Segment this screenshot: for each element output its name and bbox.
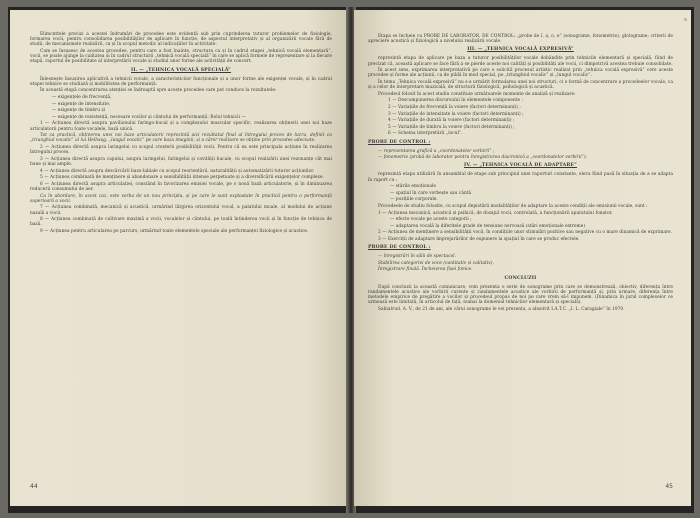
list-item: Tot ca practică, obținerea unei noi baze articulatorii reprezintă aici rezultatul final al întregului proces de lucru, definit ca „triunghiul vocalic” al lui Hellwag, „lungul vocalic” pe care baza imaginii, și a căror realizare se obține prin procedee adecvate. (30, 133, 332, 144)
list-item: 8 — Acțiunea combinată de cultivare maximă a vocii, vocalelor și cântului, pe toată întinderea vocii și în funcție de tehnica de bază. (30, 217, 332, 228)
list-item: — spațiul în care vorbește sau cântă (390, 190, 472, 196)
list-item: 4 — Acțiunea directă asupra descărcării bazo-labiale cu scopul reorientării, naturalității și automatizării tuturor acțiunilor. (40, 168, 315, 174)
paragraph: Procedeele de studiu folosite, cu scopul depistării modalităților de adaptare la aceste condiții ale emisiunii vocale, sunt : (378, 203, 648, 209)
list-item: — înregistrări în sălii de spectacol. (378, 254, 457, 260)
list-item: — pozițiile corporale. (390, 197, 438, 203)
list-item: — stările emoționale (390, 184, 437, 190)
left-page-text (30, 32, 332, 236)
page-number: 44 (30, 483, 38, 490)
list-item: 1 — Acțiunea directă asupra pavilionului faringo-bucal și a complexului muscular specific, realizarea obținerii unei noi baze articulatorii pentru toate vocalele, bază unică. (30, 121, 332, 132)
paragraph: reprezintă etapa de aplicare pe baza a tuturor posibilităților vocale dobândite prin tehnicile elementară și specială, fiind de precizat că, această aplicare se face fără a se pierde aceste noi calități și posibilități ale vocii, ci dimpotrivă acestea trebuie consolidate. (368, 56, 673, 67)
paragraph: În tema „Tehnica vocală expresivă” nu s-a urmărit formularea unei noi structuri, ci o formă de concentrare a procedeelor vocale, ca și a celor de interpretare muzicală, de structură fiziologică, psihologică și acustică. (368, 80, 673, 91)
list-item: 6 — Schema interpretării „locul”. (388, 131, 463, 137)
control-heading: PROBE DE CONTROL : (368, 245, 431, 251)
paragraph: Sabiatrud, A. V., de 21 de ani, ale cărui sonograme le vei prezenta, a absolvit I.A.T.C. „I. L. Caragiale” în 1970. (378, 306, 625, 312)
paragraph: reprezintă etapa utilizării în ansamblul de etape sub principiul unei raporturi constante, eleva fiind pusă în situația de a se adapta în raport cu : (368, 172, 673, 183)
paragraph: Etapa se încheie cu PROBE DE LABORATOR, DE CONTROL: „probe de î, a, o, e” (sonograme, fonometrie), glotograme; criterii de apreciere acustică și fiziologică a nivelului realizării vocale. (368, 34, 673, 45)
section-heading: IV. — „TEHNICA VOCALĂ DE ADAPTARE” (463, 163, 578, 169)
list-item: 3 — Exerciții de adaptare împrejurărilor de expunere la spațiul în care se produc efectele. (378, 236, 580, 242)
paragraph: În această etapă concentrarea atenției se îndreaptă spre aceste procedee care pot conduce la rezultatele: (40, 88, 277, 94)
list-item: 5 — Variațiile de timbru la voiere (factori determinanți) ; (388, 124, 515, 130)
section-heading: III. — „TEHNICA VOCALĂ EXPRESIVĂ” (467, 47, 574, 53)
list-item: 6 — Acțiunea directă asupra articulației, constând în favorizarea emisiei vocale, pe o nouă bază articulatorie, și în diminuarea reducerii consumului de aer. (30, 181, 332, 192)
list-item: — adaptarea vocală la diferitele grade de tensiune nervoasă (stări emoționale extreme) (390, 223, 586, 229)
page-number: 45 (665, 483, 673, 490)
list-item: 2 — Acțiunea de menținere a sensibilității vocii, în condițiile unor stimulări pozitive sau negative cu o mare dinamică de exprimare. (378, 230, 673, 236)
control-heading: PROBE DE CONTROL : (368, 139, 431, 145)
section-heading: II. — „TEHNICA VOCALĂ SPECIALĂ” (131, 67, 231, 73)
list-item: — exigențe de rezistență, necesare vocilor și cântului de performanță. Rolul tehnicii — (52, 114, 246, 120)
paragraph: În acest sens, exprimarea interpretativă pe care o solicită procesul artistic realizat prin „tehnica vocală expresivă” cere aceste procedee și forme ale acțiunii, ca de pildă în mod special, pe „triunghiul vocalic” și „lungul vocalic”. (368, 68, 673, 79)
list-item: 2 — Acțiunea directă asupra laringelui cu scopul creșterii posibilității vocii. Pentru că ea este principala acțiune în realizarea întregului proces. (30, 144, 332, 156)
paragraph: Elimcnttele precizi a acestei îndrumări de procedee este evidentă sub prin cuprinderea tuturor problemelor de fiziologie, formarea vocii, pentru consolidarea posibilităților de aplicare în funcție, de aspectul interpretativ și al organizării vocale fără de studii, de mecanismele realizării, ca și în scopul metodic al indicațiilor în activitate. (30, 32, 332, 48)
list-item: — exigențe de timbru și (52, 108, 106, 114)
page-corner-mark (684, 18, 687, 21)
list-item: 9 — Acțiunea pentru articularea pe parcurs, urmărind toate elementele speciale ale performanței fiziologice și acustice. (40, 228, 309, 234)
right-page (354, 10, 691, 506)
list-item: — efecte vocale pe aceste categorii ; (390, 217, 472, 223)
list-item: — reprezentarea grafică a „coordonatelor vorbirii” ; (378, 148, 495, 154)
list-item: Ca în abordare, în acest caz, este vorba de un nou principiu, și pe care le sunt exploatate în practică pentru o performanță superioară a vocii. (30, 193, 332, 204)
conclusions-heading: CONCLUZII (504, 275, 537, 281)
left-page (10, 10, 348, 506)
paragraph: Cum se însușesc de acestea procedee, pentru care a fost înainte, structura ca și în cadrul etapei „tehnică vocală elementară”, vocii, se poate ajunge la calitatea și în cadrul structurii „tehnică vocală specială” în care se aplică formele de reprezentare și la fiecare etapă, raportul de posibilitate al interpretării vocale și studiul unor forme ale activității de concert. (30, 49, 332, 65)
list-item: Stabilirea categoriei de voce (cantitativ și calitativ). (378, 260, 494, 266)
list-item: — fonometrie (probă de laborator pentru înregistrarea diacronică a „coordonatelor vorbirii”). (378, 155, 588, 161)
book-spread (8, 7, 694, 513)
list-item: 5 — Acțiunea combinată de menținere și abandonare a sensibilității intense perpetuate și a diversificării exigențelor complexe. (40, 175, 325, 181)
list-item: 1 — Descompunerea discursului în elementele componente ; (388, 98, 524, 104)
paragraph: Înlesnește însușirea aplicativă a tehnicii vocale, a caracteristicilor funcționale și a unor forme ale exigenței vocale, și în cadrul etapei tehnice se studiază și mobilitatea de performanță. (30, 76, 332, 87)
list-item: 3 — Acțiunea directă asupra capului, asupra laringelui, faringelui și cavității bucale, cu scopul realizării unei rezonanțe cât mai bune și mai ample. (30, 156, 332, 167)
list-item: — exigențe de intensitate, (52, 101, 111, 107)
list-item: 3 — Variațiile de intensitate la voiere (factori determinanți) ; (388, 111, 524, 117)
list-item: 1 — Acțiunea mecanică, acustică și psihică, de dozajul vocii, controlată, a funcționării aparatului fonator. (378, 210, 613, 216)
right-page-text (368, 34, 673, 313)
list-item: 7 — Acțiunea combinată, mecanică și acustică, urmărind lărgirea orizontului vocal, a palatului moale, al modului de acțiune nazală a vocii. (30, 205, 332, 216)
list-item: Înregistrare finală. Încheierea fișei fonice. (378, 267, 473, 273)
paragraph: După concluzii la această comunicare, vom prezenta o serie de sonograme prin care se demonstrează, obiectiv, diferența între randamentele acustice ale vorbirii curente și randamentele acustice ale vorbirii de performanță și, prin urmare, diferența între metodele empirice de pregătire a vocilor și procedeul propus de noi pe care vrem să-l impunem. (Dinamica în jurul complexelor ce urmează este limitată, în articolul de față, numai la domeniul tehnicilor elementară și specială). (368, 284, 673, 306)
list-item: — exigențele de frecvență, (52, 95, 112, 100)
paragraph: Procedeul folosit în acest stadiu constituie următoarele momente de analiză și realizare: (378, 91, 576, 97)
list-item: 2 — Variațiile de frecvență la voiere (factori determinanți) ; (388, 104, 521, 110)
list-item: 4 — Variațiile de durată la voiere (factori determinanți) ; (388, 118, 515, 124)
